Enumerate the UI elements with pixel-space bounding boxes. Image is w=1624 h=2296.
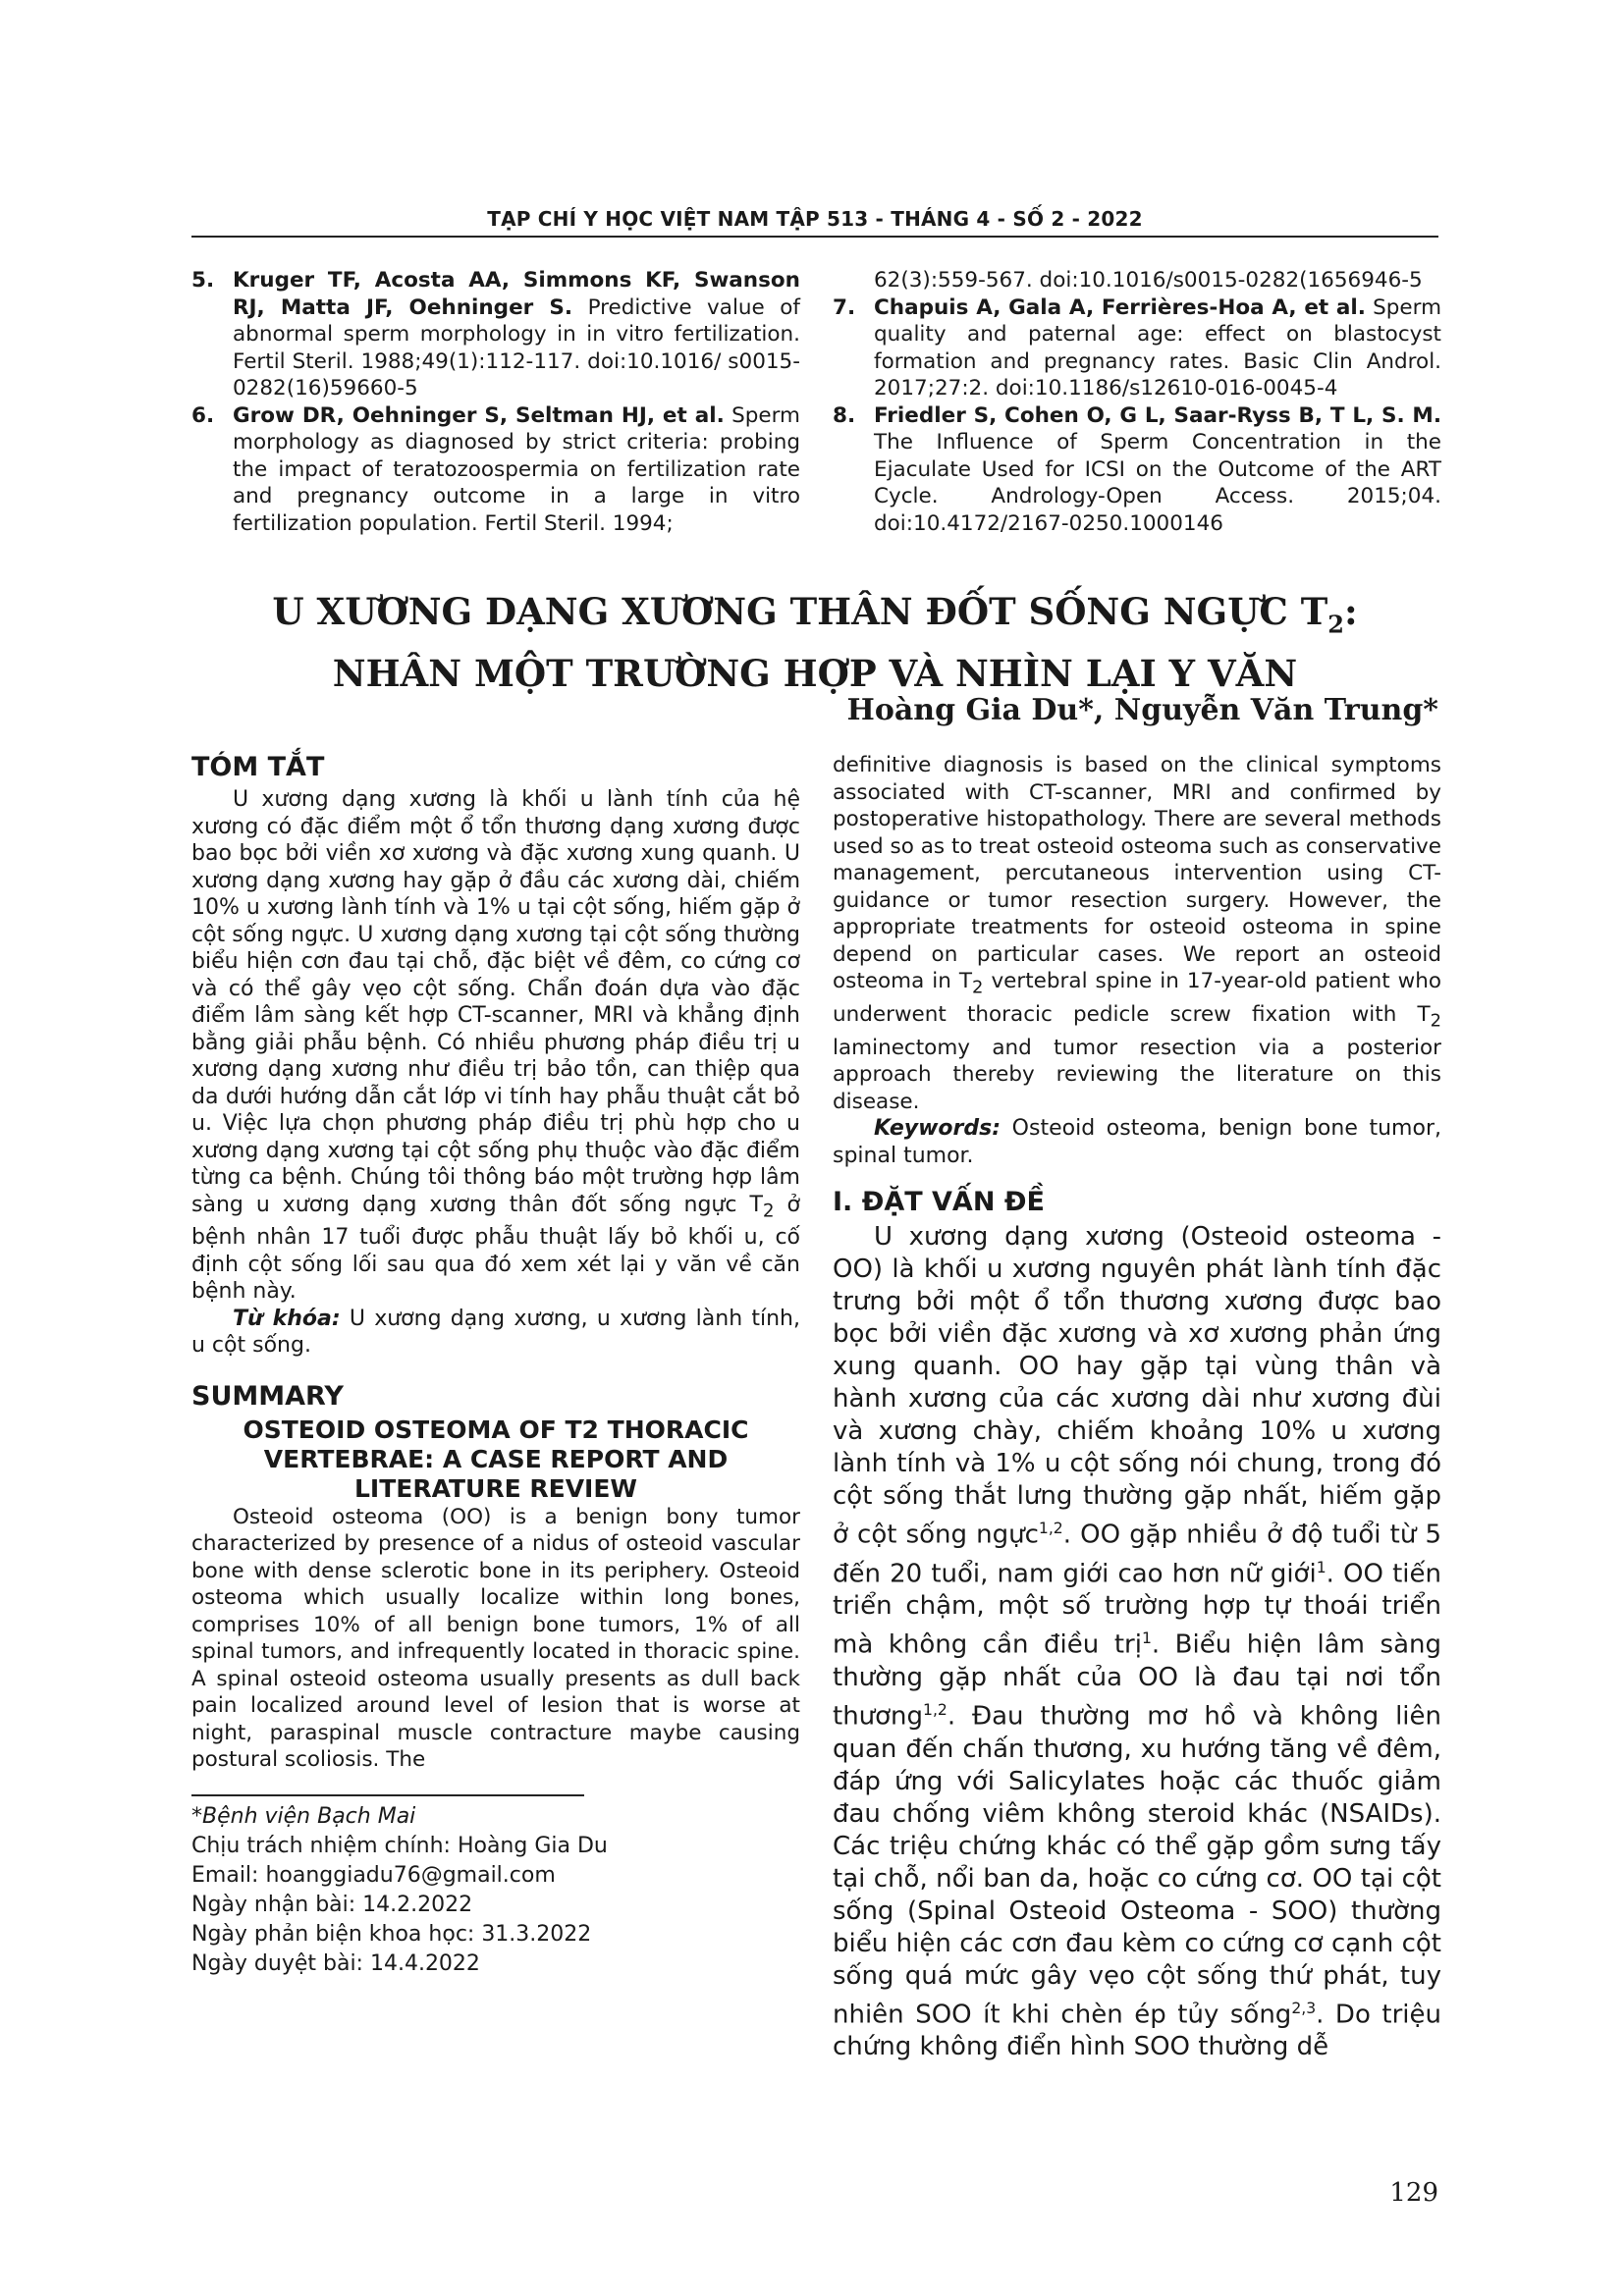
summary-subscript-2: 2 xyxy=(1430,1010,1441,1032)
reference-number: 7. xyxy=(833,294,856,320)
summary-title: OSTEOID OSTEOMA OF T2 THORACIC VERTEBRAE: A CASE REPORT AND LITERATURE REVIEW xyxy=(243,1415,749,1503)
article-title-line-2: NHÂN MỘT TRƯỜNG HỢP VÀ NHÌN LẠI Y VĂN xyxy=(332,652,1298,696)
reference-continuation: 62(3):559-567. doi:10.1016/s0015-0282(1656946-5 xyxy=(874,268,1423,293)
introduction-text xyxy=(833,1221,1441,2063)
keywords-text: Osteoid osteoma, benign bone tumor, spinal tumor. xyxy=(833,1116,1441,1168)
reference-authors: Chapuis A, Gala A, Ferrières-Hoa A, et al. xyxy=(874,294,1366,320)
reference-number: 8. xyxy=(833,402,856,428)
intro-part-4: . Biểu hiện lâm sàng thường gặp nhất của OO là đau tại nơi tổn thương xyxy=(833,1630,1442,1732)
summary-text-right-a: definitive diagnosis is based on the clinical symptoms associated with CT-scanner, MRI and confirmed by postoperative histopathology. There are several methods used so as to treat osteoid osteoma such as conservative management, percutaneous intervention using CT-guidance or tumor resection surgery. However, the appropriate treatments for osteoid osteoma in spine depend on particular cases. We report an osteoid osteoma in T xyxy=(833,753,1442,993)
footnote-responsible: Chịu trách nhiệm chính: Hoàng Gia Du xyxy=(191,1834,608,1858)
intro-part-2: . OO gặp nhiều ở độ tuổi từ 5 đến 20 tuổi, nam giới cao hơn nữ giới xyxy=(833,1520,1441,1589)
summary-keywords xyxy=(833,1115,1441,1169)
summary-text-right xyxy=(833,752,1441,1115)
summary-heading: SUMMARY xyxy=(191,1380,344,1412)
intro-part-6: . Do triệu chứng không điển hình SOO thường dễ xyxy=(833,2000,1441,2062)
reference-number: 6. xyxy=(191,402,215,428)
footnotes xyxy=(191,1794,800,1979)
article-title-line-1 xyxy=(191,587,1438,649)
article-title xyxy=(191,587,1438,698)
summary-text-right-b: vertebral spine in 17-year-old patient who underwent thoracic pedicle screw fixation with T xyxy=(833,969,1442,1027)
intro-part-1: U xương dạng xương (Osteoid osteoma - OO) là khối u xương nguyên phát lành tính đặc trưng bởi một ổ tổn thương xương được bao bọc bởi viền đặc xương và xơ xương phản ứng xung quanh. OO hay gặp tại vùng thân và hành xương của các xương dài như xương đùi và xương chày, chiếm khoảng 10% u xương lành tính và 1% u cột sống nói chung, trong đó cột sống thắt lưng thường gặp nhất, hiếm gặp ở cột sống ngực xyxy=(833,1222,1441,1550)
footnote-rule xyxy=(191,1794,584,1796)
intro-part-5: . Đau thường mơ hồ và không liên quan đến chấn thương, xu hướng tăng về đêm, đáp ứng với Salicylates hoặc các thuốc giảm đau chống viêm không steroid khác (NSAIDs). Các triệu chứng khác có thể gặp gồm sưng tấy tại chỗ, nổi ban da, hoặc co cứng cơ. OO tại cột sống (Spinal Osteoid Osteoma - SOO) thường biểu hiện các cơn đau kèm co cứng cơ cạnh cột sống quá mức gây vẹo cột sống thứ phát, tuy nhiên SOO ít khi chèn ép tủy sống xyxy=(833,1701,1441,2030)
right-column xyxy=(833,752,1441,2063)
abstract-text-a: U xương dạng xương là khối u lành tính của hệ xương có đặc điểm một ổ tổn thương dạng xương được bao bọc bởi viền xơ xương và đặc xương xung quanh. U xương dạng xương hay gặp ở đầu các xương dài, chiếm 10% u xương lành tính và 1% u tại cột sống, hiếm gặp ở cột sống ngực. U xương dạng xương tại cột sống thường biểu hiện cơn đau tại chỗ, đặc biệt về đêm, co cứng cơ và có thể gây vẹo cột sống. Chẩn đoán dựa vào đặc điểm lâm sàng kết hợp CT-scanner, MRI và khẳng định bằng giải phẫu bệnh. Có nhiều phương pháp điều trị u xương dạng xương như điều trị bảo tồn, can thiệp qua da dưới hướng dẫn cắt lớp vi tính hay phẫu thuật cắt bỏ u. Việc lựa chọn phương pháp điều trị phù hợp cho u xương dạng xương tại cột sống phụ thuộc vào đặc điểm từng ca bệnh. Chúng tôi thông báo một trường hợp lâm sàng u xương dạng xương thân đốt sống ngực T xyxy=(191,787,800,1217)
references-right xyxy=(833,267,1441,537)
abstract-heading: TÓM TẮT xyxy=(191,752,325,782)
summary-text-left: Osteoid osteoma (OO) is a benign bony tumor characterized by presence of a nidus of osteoid vascular bone with dense sclerotic bone in its periphery. Osteoid osteoma which usually localize within long bones, comprises 10% of all benign bone tumors, 1% of all spinal tumors, and infrequently located in thoracic spine. A spinal osteoid osteoma usually presents as dull back pain localized around level of lesion that is worse at night, paraspinal muscle contracture maybe causing postural scoliosis. The xyxy=(191,1504,800,1773)
reference-6 xyxy=(191,402,800,538)
citation: 1,2 xyxy=(923,1701,947,1720)
reference-text: The Influence of Sperm Concentration in the Ejaculate Used for ICSI on the Outcome of the ART Cycle. Andrology-Open Access. 2015;04. doi:10.4172/2167-0250.1000146 xyxy=(874,430,1441,536)
header-rule xyxy=(191,236,1438,238)
abstract-text xyxy=(191,786,800,1306)
keywords-label: Keywords: xyxy=(874,1116,1001,1142)
citation: 1,2 xyxy=(1038,1520,1063,1538)
reference-text: Predictive value of abnormal sperm morphology in in vitro fertilization. Fertil Steril. 1988;49(1):112-117. doi:10.1016/ s0015-0282(16)59660-5 xyxy=(233,294,801,400)
keywords-text: U xương dạng xương, u xương lành tính, u cột sống. xyxy=(191,1306,800,1359)
journal-header: TẠP CHÍ Y HỌC VIỆT NAM TẬP 513 - THÁNG 4 - SỐ 2 - 2022 xyxy=(487,207,1143,231)
reference-7 xyxy=(833,294,1441,402)
reference-number: 5. xyxy=(191,268,215,293)
footnote-reviewed: Ngày phản biện khoa học: 31.3.2022 xyxy=(191,1922,592,1947)
reference-8 xyxy=(833,402,1441,538)
title-text: U XƯƠNG DẠNG XƯƠNG THÂN ĐỐT SỐNG NGỰC T xyxy=(272,590,1328,633)
reference-authors: Kruger TF, Acosta AA, Simmons KF, Swanson RJ, Matta JF, Oehninger S. xyxy=(233,268,800,320)
references-left xyxy=(191,267,800,537)
abstract-text-b: ở bệnh nhân 17 tuổi được phẫu thuật lấy bỏ khối u, cố định cột sống lối sau qua đó xem xét lại y văn về căn bệnh này. xyxy=(191,1192,801,1305)
page-number: 129 xyxy=(1389,2178,1438,2208)
keywords-label: Từ khóa: xyxy=(233,1306,341,1331)
left-column xyxy=(191,752,800,1774)
introduction-heading: I. ĐẶT VẤN ĐỀ xyxy=(833,1187,1045,1218)
abstract-keywords xyxy=(191,1306,800,1360)
reference-5 xyxy=(191,267,800,402)
intro-part-3: . OO tiến triển chậm, một số trường hợp tự thoái triển mà không cần điều trị xyxy=(833,1559,1441,1661)
footnote-received: Ngày nhận bài: 14.2.2022 xyxy=(191,1893,473,1917)
footnote-approved: Ngày duyệt bài: 14.4.2022 xyxy=(191,1951,480,1976)
footnote-email: Email: hoanggiadu76@gmail.com xyxy=(191,1863,556,1888)
summary-subscript-1: 2 xyxy=(972,977,984,998)
citation: 1 xyxy=(1141,1629,1152,1648)
footnote-affiliation: *Bệnh viện Bạch Mai xyxy=(191,1804,416,1829)
article-authors: Hoàng Gia Du*, Nguyễn Văn Trung* xyxy=(846,693,1438,727)
reference-text: Sperm morphology as diagnosed by strict criteria: probing the impact of teratozoospermia on fertilization rate and pregnancy outcome in a large in vitro fertilization population. Fertil Steril. 1994; xyxy=(233,402,800,536)
citation: 1 xyxy=(1316,1558,1326,1576)
abstract-subscript: 2 xyxy=(762,1200,775,1221)
reference-authors: Friedler S, Cohen O, G L, Saar-Ryss B, T L, S. M. xyxy=(874,402,1441,428)
summary-text-right-c: laminectomy and tumor resection via a posterior approach thereby reviewing the literature on this disease. xyxy=(833,1035,1441,1114)
reference-authors: Grow DR, Oehninger S, Seltman HJ, et al. xyxy=(233,402,725,428)
title-colon: : xyxy=(1343,590,1358,633)
citation: 2,3 xyxy=(1291,1999,1317,2017)
reference-text: Sperm quality and paternal age: effect on blastocyst formation and pregnancy rates. Basic Clin Androl. 2017;27:2. doi:10.1186/s12610-016-0045-4 xyxy=(874,294,1442,400)
title-subscript: 2 xyxy=(1327,610,1344,639)
